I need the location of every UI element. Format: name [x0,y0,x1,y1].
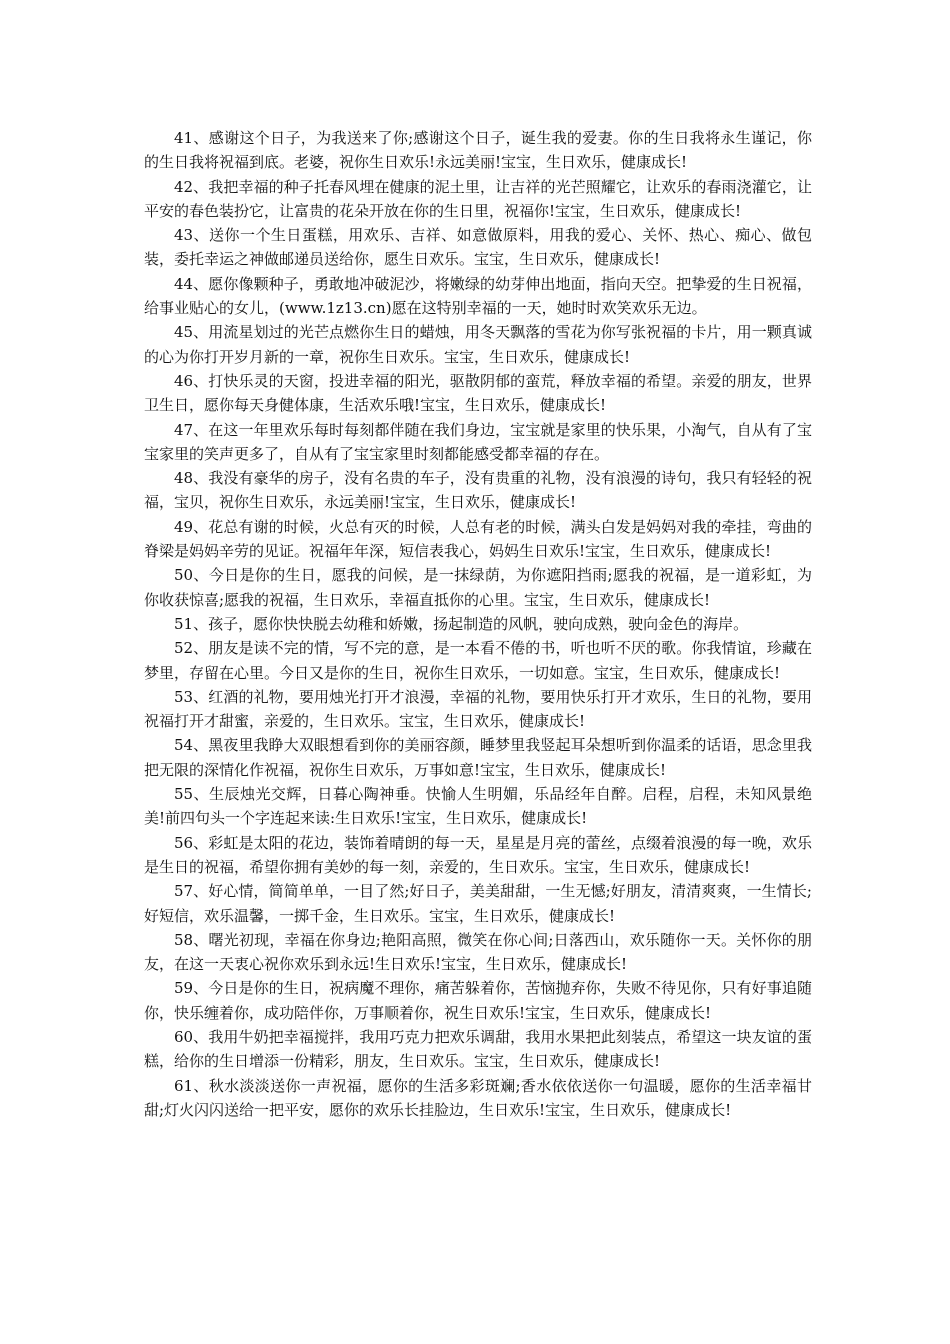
paragraph-41: 41、感谢这个日子，为我送来了你;感谢这个日子，诞生我的爱妻。你的生日我将永生谨记，你的生日我将祝福到底。老婆，祝你生日欢乐!永远美丽!宝宝，生日欢乐，健康成长! [144,129,812,172]
paragraph-55: 55、生辰烛光交辉，日暮心陶神垂。快愉人生明媚，乐品经年自醉。启程，启程，未知风景绝美!前四句头一个字连起来读:生日欢乐!宝宝，生日欢乐，健康成长! [144,785,812,828]
paragraph-46: 46、打快乐灵的天窗，投进幸福的阳光，驱散阴郁的蛮荒，释放幸福的希望。亲爱的朋友，世界卫生日，愿你每天身健体康，生活欢乐哦!宝宝，生日欢乐，健康成长! [144,371,812,415]
paragraph-56: 56、彩虹是太阳的花边，装饰着晴朗的每一天，星星是月亮的蕾丝，点缀着浪漫的每一晚，欢乐是生日的祝福，希望你拥有美妙的每一刻，亲爱的，生日欢乐。宝宝，生日欢乐，健康成长! [144,833,812,876]
paragraph-48: 48、我没有豪华的房子，没有名贵的车子，没有贵重的礼物，没有浪漫的诗句，我只有轻轻的祝福，宝贝，祝你生日欢乐，永远美丽!宝宝，生日欢乐，健康成长! [144,469,812,512]
paragraph-60: 60、我用牛奶把幸福搅拌，我用巧克力把欢乐调甜，我用水果把此刻装点，希望这一块友谊的蛋糕，给你的生日增添一份精彩，朋友，生日欢乐。宝宝，生日欢乐，健康成长! [144,1027,812,1071]
paragraph-58: 58、曙光初现，幸福在你身边;艳阳高照，微笑在你心间;日落西山，欢乐随你一天。关怀你的朋友，在这一天衷心祝你欢乐到永远!生日欢乐!宝宝，生日欢乐，健康成长! [144,930,812,974]
paragraph-47: 47、在这一年里欢乐每时每刻都伴随在我们身边，宝宝就是家里的快乐果，小淘气，自从有了宝宝家里的笑声更多了，自从有了宝宝家里时刻都能感受都幸福的存在。 [144,420,812,463]
paragraph-54: 54、黑夜里我睁大双眼想看到你的美丽容颜，睡梦里我竖起耳朵想听到你温柔的话语，思念里我把无限的深情化作祝福，祝你生日欢乐，万事如意!宝宝，生日欢乐，健康成长! [144,736,812,779]
paragraph-51: 51、孩子，愿你快快脱去幼稚和娇嫩，扬起制造的风帆，驶向成熟，驶向金色的海岸。 [174,614,749,633]
paragraph-50: 50、今日是你的生日，愿我的问候，是一抹绿荫，为你遮阳挡雨;愿我的祝福，是一道彩虹，为你收获惊喜;愿我的祝福，生日欢乐，幸福直抵你的心里。宝宝，生日欢乐，健康成长! [144,566,812,609]
paragraph-49: 49、花总有谢的时候，火总有灭的时候，人总有老的时候，满头白发是妈妈对我的牵挂，弯曲的脊梁是妈妈辛劳的见证。祝福年年深，短信表我心，妈妈生日欢乐!宝宝，生日欢乐，健康成长! [144,517,812,561]
paragraph-44: 44、愿你像颗种子，勇敢地冲破泥沙，将嫩绿的幼芽伸出地面，指向天空。把挚爱的生日祝福，给事业贴心的女儿，(www.1z13.cn)愿在这特别幸福的一天，她时时欢笑欢乐无边。 [144,274,812,318]
paragraph-57: 57、好心情，简简单单，一目了然;好日子，美美甜甜，一生无憾;好朋友，清清爽爽，一生情长;好短信，欢乐温馨，一掷千金，生日欢乐。宝宝，生日欢乐，健康成长! [144,882,812,925]
paragraph-52: 52、朋友是读不完的情，写不完的意，是一本看不倦的书，听也听不厌的歌。你我情谊，珍藏在梦里，存留在心里。今日又是你的生日，祝你生日欢乐，一切如意。宝宝，生日欢乐，健康成长! [144,639,812,682]
paragraph-43: 43、送你一个生日蛋糕，用欢乐、吉祥、如意做原料，用我的爱心、关怀、热心、痴心、做包装，委托幸运之神做邮递员送给你，愿生日欢乐。宝宝，生日欢乐，健康成长! [144,226,812,269]
paragraph-42: 42、我把幸福的种子托春风埋在健康的泥土里，让吉祥的光芒照耀它，让欢乐的春雨浇灌它，让平安的春色装扮它，让富贵的花朵开放在你的生日里，祝福你!宝宝，生日欢乐，健康成长! [144,177,812,220]
paragraph-61: 61、秋水淡淡送你一声祝福，愿你的生活多彩斑斓;香水依依送你一句温暖，愿你的生活幸福甘甜;灯火闪闪送给一把平安，愿你的欢乐长挂脸边，生日欢乐!宝宝，生日欢乐，健康成长! [144,1076,812,1119]
paragraph-53: 53、红酒的礼物，要用烛光打开才浪漫，幸福的礼物，要用快乐打开才欢乐，生日的礼物，要用祝福打开才甜蜜，亲爱的，生日欢乐。宝宝，生日欢乐，健康成长! [144,687,812,731]
paragraph-45: 45、用流星划过的光芒点燃你生日的蜡烛，用冬天飘落的雪花为你写张祝福的卡片，用一颗真诚的心为你打开岁月新的一章，祝你生日欢乐。宝宝，生日欢乐，健康成长! [144,323,812,366]
document-body [144,126,812,1122]
paragraph-59: 59、今日是你的生日，祝病魔不理你，痛苦躲着你，苦恼抛弃你，失败不待见你，只有好事追随你，快乐缠着你，成功陪伴你，万事顺着你，祝生日欢乐!宝宝，生日欢乐，健康成长! [144,979,812,1022]
